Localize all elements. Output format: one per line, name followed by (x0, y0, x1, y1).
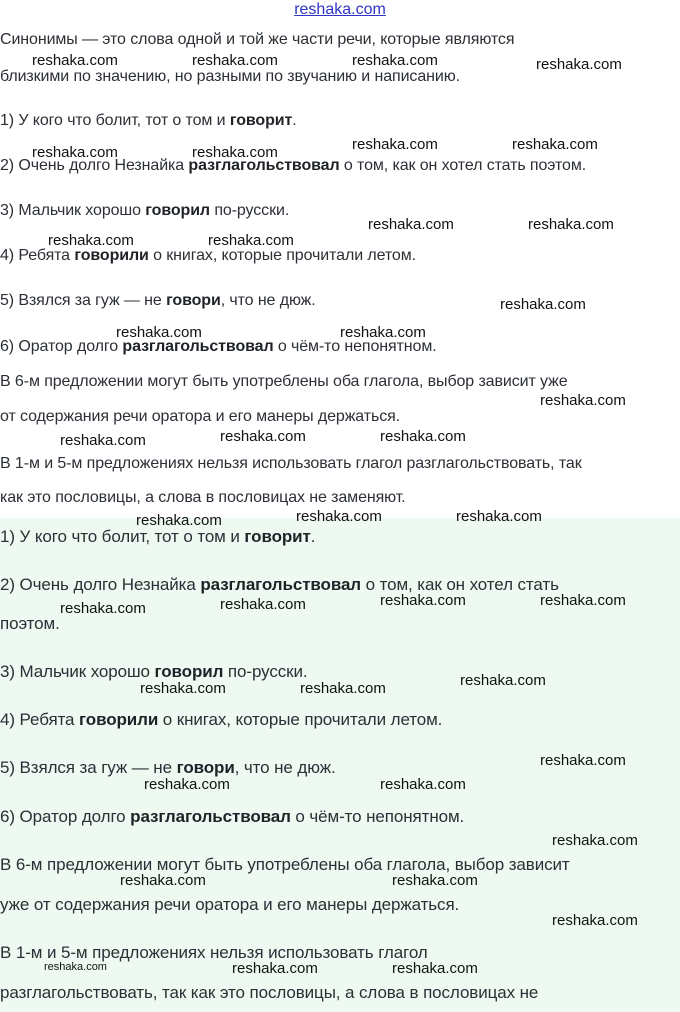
watermark: reshaka.com (456, 508, 542, 525)
watermark: reshaka.com (208, 232, 294, 249)
answer-note-1-line-2: уже от содержания речи оратора и его манеры держаться. (0, 895, 460, 914)
watermark: reshaka.com (220, 428, 306, 445)
watermark: reshaka.com (512, 136, 598, 153)
sentence-1: 1) У кого что болит, тот о том и говорит. (0, 112, 297, 129)
intro-line-2: близкими по значению, но разными по звучанию и написанию. (0, 68, 460, 85)
answer-sentence-1: 1) У кого что болит, тот о том и говорит. (0, 527, 316, 546)
answer-note-1-line-1: В 6-м предложении могут быть употреблены оба глагола, выбор зависит (0, 855, 570, 874)
watermark: reshaka.com (220, 596, 306, 613)
sentence-3: 3) Мальчик хорошо говорил по-русски. (0, 202, 290, 219)
answer-sentence-2: 2) Очень долго Незнайка разглагольствовал о том, как он хотел стать (0, 575, 559, 594)
intro-line-1: Синонимы — это слова одной и той же части речи, которые являются (0, 31, 515, 48)
note-2-line-2: как это пословицы, а слова в пословицах не заменяют. (0, 489, 406, 506)
watermark: reshaka.com (380, 776, 466, 793)
watermark: reshaka.com (536, 56, 622, 73)
watermark: reshaka.com (380, 428, 466, 445)
watermark: reshaka.com (352, 136, 438, 153)
watermark: reshaka.com (136, 512, 222, 529)
watermark: reshaka.com (296, 508, 382, 525)
sentence-4: 4) Ребята говорили о книгах, которые прочитали летом. (0, 247, 416, 264)
watermark: reshaka.com (540, 752, 626, 769)
watermark: reshaka.com (300, 680, 386, 697)
answer-note-2-line-2: разглагольствовать, так как это пословицы, а слова в пословицах не (0, 983, 539, 1002)
watermark: reshaka.com (460, 672, 546, 689)
watermark: reshaka.com (232, 960, 318, 977)
watermark: reshaka.com (352, 52, 438, 69)
note-1-line-2: от содержания речи оратора и его манеры держаться. (0, 408, 401, 425)
answer-sentence-3: 3) Мальчик хорошо говорил по-русски. (0, 662, 308, 681)
watermark: reshaka.com (380, 592, 466, 609)
watermark: reshaka.com (60, 600, 146, 617)
watermark: reshaka.com (552, 832, 638, 849)
watermark: reshaka.com (392, 872, 478, 889)
watermark: reshaka.com (540, 392, 626, 409)
sentence-5: 5) Взялся за гуж — не говори, что не дюж. (0, 292, 316, 309)
watermark: reshaka.com (44, 961, 107, 973)
watermark: reshaka.com (192, 144, 278, 161)
watermark: reshaka.com (32, 144, 118, 161)
note-2-line-1: В 1-м и 5-м предложениях нельзя использовать глагол разглагольствовать, так (0, 455, 582, 472)
answer-sentence-4: 4) Ребята говорили о книгах, которые прочитали летом. (0, 710, 443, 729)
answer-sentence-2-line-2: поэтом. (0, 614, 60, 633)
site-link[interactable]: reshaka.com (294, 1, 386, 18)
watermark: reshaka.com (552, 912, 638, 929)
note-1-line-1: В 6-м предложении могут быть употреблены оба глагола, выбор зависит уже (0, 373, 568, 390)
watermark: reshaka.com (540, 592, 626, 609)
answer-note-2-line-1: В 1-м и 5-м предложениях нельзя использовать глагол (0, 943, 428, 962)
watermark: reshaka.com (340, 324, 426, 341)
watermark: reshaka.com (144, 776, 230, 793)
sentence-2: 2) Очень долго Незнайка разглагольствовал о том, как он хотел стать поэтом. (0, 157, 587, 174)
watermark: reshaka.com (192, 52, 278, 69)
watermark: reshaka.com (116, 324, 202, 341)
watermark: reshaka.com (392, 960, 478, 977)
watermark: reshaka.com (368, 216, 454, 233)
watermark: reshaka.com (500, 296, 586, 313)
sentence-6: 6) Оратор долго разглагольствовал о чём-то непонятном. (0, 338, 437, 355)
watermark: reshaka.com (140, 680, 226, 697)
answer-sentence-5: 5) Взялся за гуж — не говори, что не дюж. (0, 758, 336, 777)
watermark: reshaka.com (60, 432, 146, 449)
watermark: reshaka.com (48, 232, 134, 249)
answer-sentence-6: 6) Оратор долго разглагольствовал о чём-то непонятном. (0, 807, 465, 826)
watermark: reshaka.com (32, 52, 118, 69)
watermark: reshaka.com (528, 216, 614, 233)
watermark: reshaka.com (120, 872, 206, 889)
